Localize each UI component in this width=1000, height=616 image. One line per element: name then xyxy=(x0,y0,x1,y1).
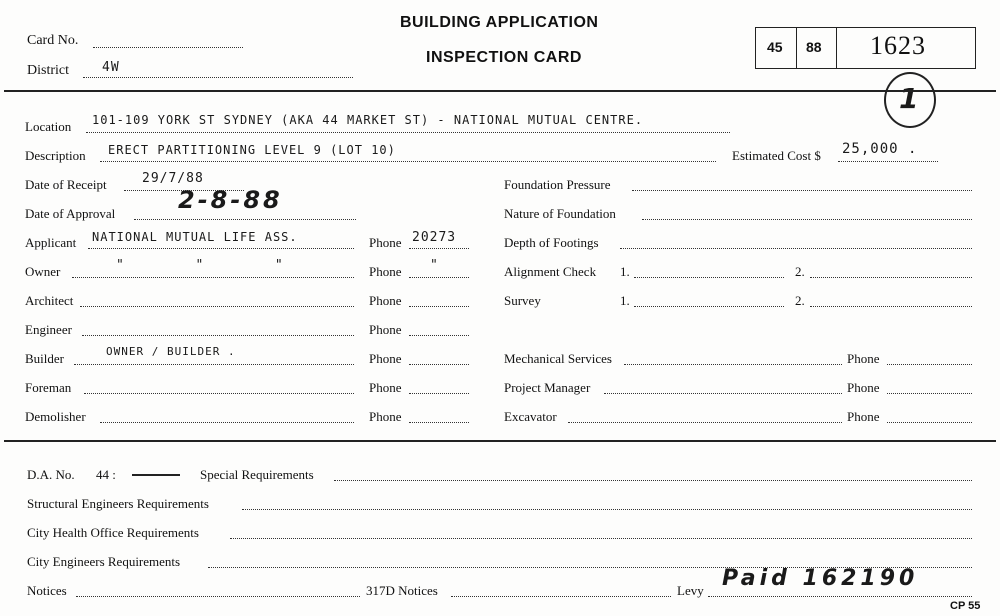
architect-phone-field xyxy=(409,306,469,307)
owner-value: " " " xyxy=(116,258,284,273)
excavator-label: Excavator xyxy=(504,409,557,424)
architect-field xyxy=(80,306,354,307)
foreman-field xyxy=(84,393,354,394)
owner-phone-label: Phone xyxy=(369,264,402,279)
engineer-field xyxy=(82,335,354,336)
da-no-label: D.A. No. xyxy=(27,467,75,482)
card-title-line1: BUILDING APPLICATION xyxy=(400,14,599,31)
health-requirements-label: City Health Office Requirements xyxy=(27,525,199,540)
special-requirements-label: Special Requirements xyxy=(200,467,314,482)
description-field xyxy=(100,161,716,162)
location-field xyxy=(86,132,730,133)
mechanical-label: Mechanical Services xyxy=(504,351,612,366)
project-manager-phone-field xyxy=(887,393,972,394)
applicant-phone-value: 20273 xyxy=(412,230,457,245)
ref-box-year: 45 xyxy=(767,39,783,55)
ref-box-code: 88 xyxy=(806,39,822,55)
owner-phone-field xyxy=(409,277,469,278)
card-title-line2: INSPECTION CARD xyxy=(426,49,582,66)
estimated-cost-field xyxy=(838,161,938,162)
project-manager-label: Project Manager xyxy=(504,380,591,395)
foundation-pressure-field xyxy=(632,190,972,191)
owner-phone-value: " xyxy=(430,258,439,273)
foreman-phone-field xyxy=(409,393,469,394)
card-no-field xyxy=(93,47,243,48)
owner-field xyxy=(72,277,354,278)
levy-value: Paid 162190 xyxy=(722,566,919,591)
alignment-item-2: 2. xyxy=(795,264,805,279)
engineer-label: Engineer xyxy=(25,322,72,337)
levy-field xyxy=(708,596,972,597)
date-approval-value: 2-8-88 xyxy=(178,186,283,214)
location-label: Location xyxy=(25,119,72,134)
date-receipt-label: Date of Receipt xyxy=(25,177,107,192)
header-divider xyxy=(4,90,996,92)
nature-foundation-field xyxy=(642,219,972,220)
architect-label: Architect xyxy=(25,293,74,308)
project-manager-field xyxy=(604,393,842,394)
ref-box-divider xyxy=(796,28,797,68)
architect-phone-label: Phone xyxy=(369,293,402,308)
applicant-label: Applicant xyxy=(25,235,77,250)
special-requirements-field xyxy=(334,480,972,481)
city-engineers-label: City Engineers Requirements xyxy=(27,554,181,569)
survey-field-2 xyxy=(810,306,972,307)
district-value: 4W xyxy=(102,60,120,75)
estimated-cost-label: Estimated Cost $ xyxy=(732,148,821,163)
engineer-phone-field xyxy=(409,335,469,336)
reference-number-box xyxy=(755,27,976,69)
form-code: CP 55 xyxy=(950,600,981,612)
foreman-label: Foreman xyxy=(25,380,72,395)
ref-box-number: 1623 xyxy=(870,31,926,60)
description-value: ERECT PARTITIONING LEVEL 9 (LOT 10) xyxy=(108,143,396,157)
da-no-value: 44 : xyxy=(96,467,116,482)
engineer-phone-label: Phone xyxy=(369,322,402,337)
health-requirements-field xyxy=(230,538,972,539)
structural-requirements-field xyxy=(242,509,972,510)
demolisher-phone-label: Phone xyxy=(369,409,402,424)
da-no-dash xyxy=(132,474,180,476)
applicant-value: NATIONAL MUTUAL LIFE ASS. xyxy=(92,230,298,244)
foreman-phone-label: Phone xyxy=(369,380,402,395)
notices-field xyxy=(76,596,360,597)
depth-footings-field xyxy=(620,248,972,249)
builder-label: Builder xyxy=(25,351,64,366)
alignment-check-label: Alignment Check xyxy=(504,264,597,279)
location-value: 101-109 YORK ST SYDNEY (AKA 44 MARKET ST) - NATIONAL MUTUAL CENTRE. xyxy=(92,113,644,127)
applicant-field xyxy=(88,248,354,249)
mechanical-field xyxy=(624,364,842,365)
mechanical-phone-field xyxy=(887,364,972,365)
notices-317d-label: 317D Notices xyxy=(366,583,438,598)
demolisher-phone-field xyxy=(409,422,469,423)
applicant-phone-label: Phone xyxy=(369,235,402,250)
date-approval-label: Date of Approval xyxy=(25,206,116,221)
notices-label: Notices xyxy=(27,583,67,598)
estimated-cost-value: 25,000 . xyxy=(842,141,918,157)
builder-phone-field xyxy=(409,364,469,365)
date-approval-field xyxy=(134,219,356,220)
owner-label: Owner xyxy=(25,264,61,279)
applicant-phone-field xyxy=(409,248,469,249)
demolisher-label: Demolisher xyxy=(25,409,86,424)
mechanical-phone-label: Phone xyxy=(847,351,880,366)
alignment-item-1: 1. xyxy=(620,264,630,279)
district-label: District xyxy=(27,63,69,78)
nature-foundation-label: Nature of Foundation xyxy=(504,206,616,221)
section-divider xyxy=(4,440,996,442)
survey-item-1: 1. xyxy=(620,293,630,308)
alignment-field-1 xyxy=(634,277,784,278)
excavator-field xyxy=(568,422,842,423)
notices-317d-field xyxy=(451,596,671,597)
description-label: Description xyxy=(25,148,86,163)
alignment-field-2 xyxy=(810,277,972,278)
depth-footings-label: Depth of Footings xyxy=(504,235,599,250)
builder-value: OWNER / BUILDER . xyxy=(106,345,236,358)
district-field xyxy=(83,77,353,78)
demolisher-field xyxy=(100,422,354,423)
excavator-phone-field xyxy=(887,422,972,423)
foundation-pressure-label: Foundation Pressure xyxy=(504,177,611,192)
date-receipt-value: 29/7/88 xyxy=(142,171,204,186)
survey-item-2: 2. xyxy=(795,293,805,308)
survey-field-1 xyxy=(634,306,784,307)
builder-phone-label: Phone xyxy=(369,351,402,366)
excavator-phone-label: Phone xyxy=(847,409,880,424)
card-no-label: Card No. xyxy=(27,33,79,48)
builder-field xyxy=(74,364,354,365)
ref-box-divider xyxy=(836,28,837,68)
circled-mark-value: 1 xyxy=(899,82,922,115)
levy-label: Levy xyxy=(677,583,704,598)
survey-label: Survey xyxy=(504,293,541,308)
structural-requirements-label: Structural Engineers Requirements xyxy=(27,496,209,511)
project-manager-phone-label: Phone xyxy=(847,380,880,395)
